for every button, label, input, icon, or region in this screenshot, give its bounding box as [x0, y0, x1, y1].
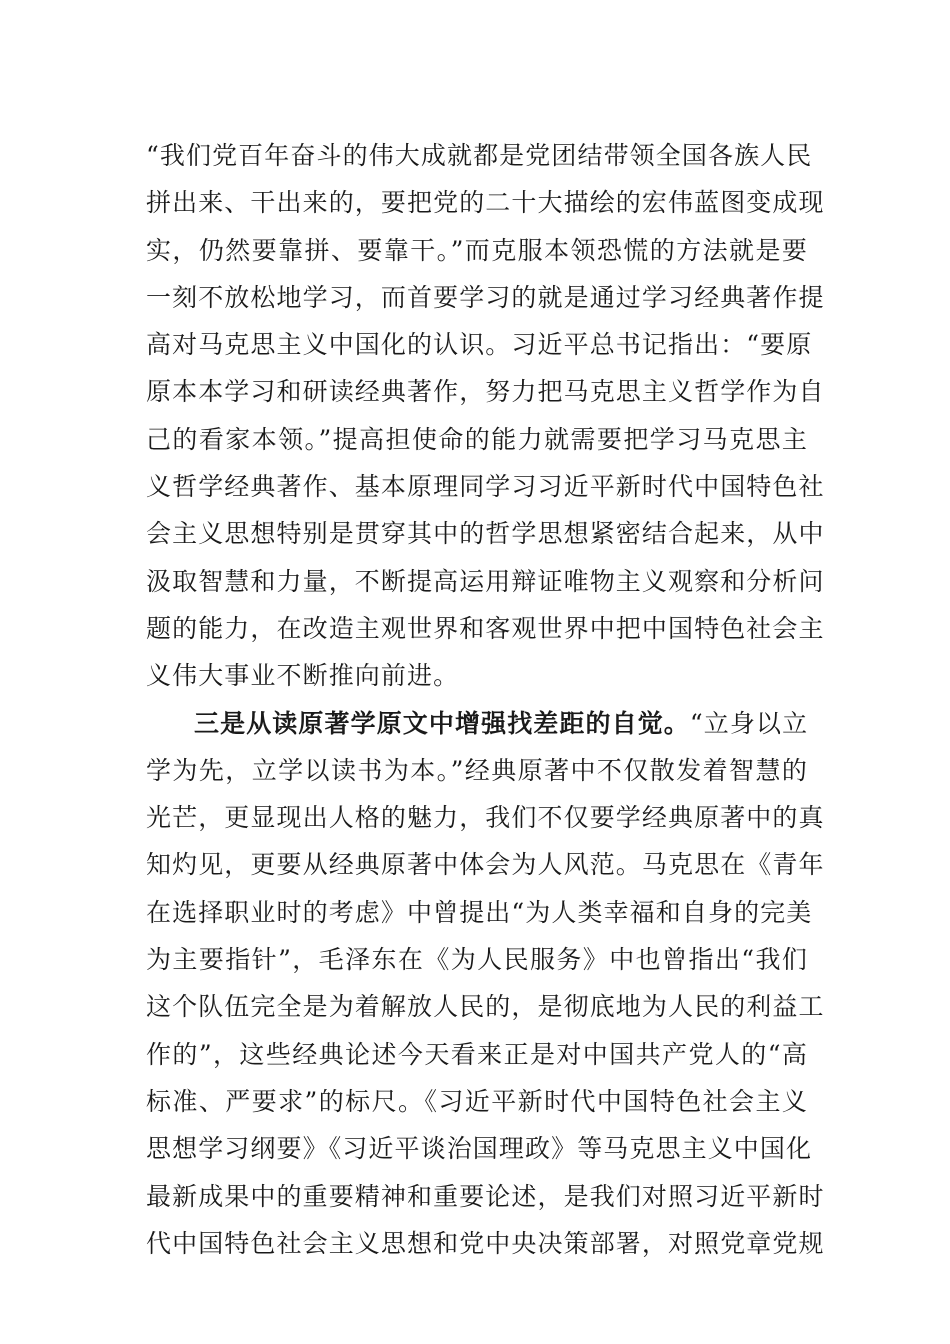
- text-line: 义哲学经典著作、基本原理同学习习近平新时代中国特色社: [146, 472, 825, 502]
- heading-continuation: “立身以立: [689, 708, 809, 738]
- text-line: 在选择职业时的考虑》中曾提出“为人类幸福和自身的完美: [146, 897, 813, 927]
- text-line: 光芒，更显现出人格的魅力，我们不仅要学经典原著中的真: [146, 803, 825, 833]
- body-text: [146, 132, 825, 1267]
- text-line: 高对马克思主义中国化的认识。习近平总书记指出：“要原: [146, 330, 813, 360]
- text-line: 为主要指针”，毛泽东在《为人民服务》中也曾指出“我们: [146, 945, 808, 975]
- text-line: 拼出来、干出来的，要把党的二十大描绘的宏伟蓝图变成现: [146, 188, 825, 218]
- text-line: 义伟大事业不断推向前进。: [146, 661, 460, 691]
- text-line: 这个队伍完全是为着解放人民的，是彻底地为人民的利益工: [146, 992, 825, 1022]
- text-line: 己的看家本领。”提高担使命的能力就需要把学习马克思主: [146, 424, 808, 454]
- text-line: 实，仍然要靠拼、要靠干。”而克服本领恐慌的方法就是要: [146, 235, 808, 265]
- text-line: 原本本学习和研读经典著作，努力把马克思主义哲学作为自: [146, 377, 825, 407]
- text-line: 一刻不放松地学习，而首要学习的就是通过学习经典著作提: [146, 282, 825, 312]
- text-line: 会主义思想特别是贯穿其中的哲学思想紧密结合起来，从中: [146, 519, 825, 549]
- section-heading: 三是从读原著学原文中增强找差距的自觉。: [194, 708, 690, 738]
- text-line: 汲取智慧和力量，不断提高运用辩证唯物主义观察和分析问: [146, 566, 825, 596]
- text-line: 最新成果中的重要精神和重要论述，是我们对照习近平新时: [146, 1181, 825, 1211]
- text-line: 题的能力，在改造主观世界和客观世界中把中国特色社会主: [146, 613, 825, 643]
- text-line: “我们党百年奋斗的伟大成就都是党团结带领全国各族人民: [146, 141, 813, 170]
- text-line: 标准、严要求”的标尺。《习近平新时代中国特色社会主义: [146, 1086, 808, 1116]
- paragraph-first-line: [146, 700, 808, 747]
- text-line: 思想学习纲要》《习近平谈治国理政》等马克思主义中国化: [146, 1134, 813, 1164]
- text-line: 代中国特色社会主义思想和党中央决策部署，对照党章党规: [146, 1228, 825, 1258]
- text-line: 作的”，这些经典论述今天看来正是对中国共产党人的“高: [146, 1039, 808, 1069]
- text-line: 知灼见，更要从经典原著中体会为人风范。马克思在《青年: [146, 850, 825, 880]
- text-line: 学为先，立学以读书为本。”经典原著中不仅散发着智慧的: [146, 755, 808, 785]
